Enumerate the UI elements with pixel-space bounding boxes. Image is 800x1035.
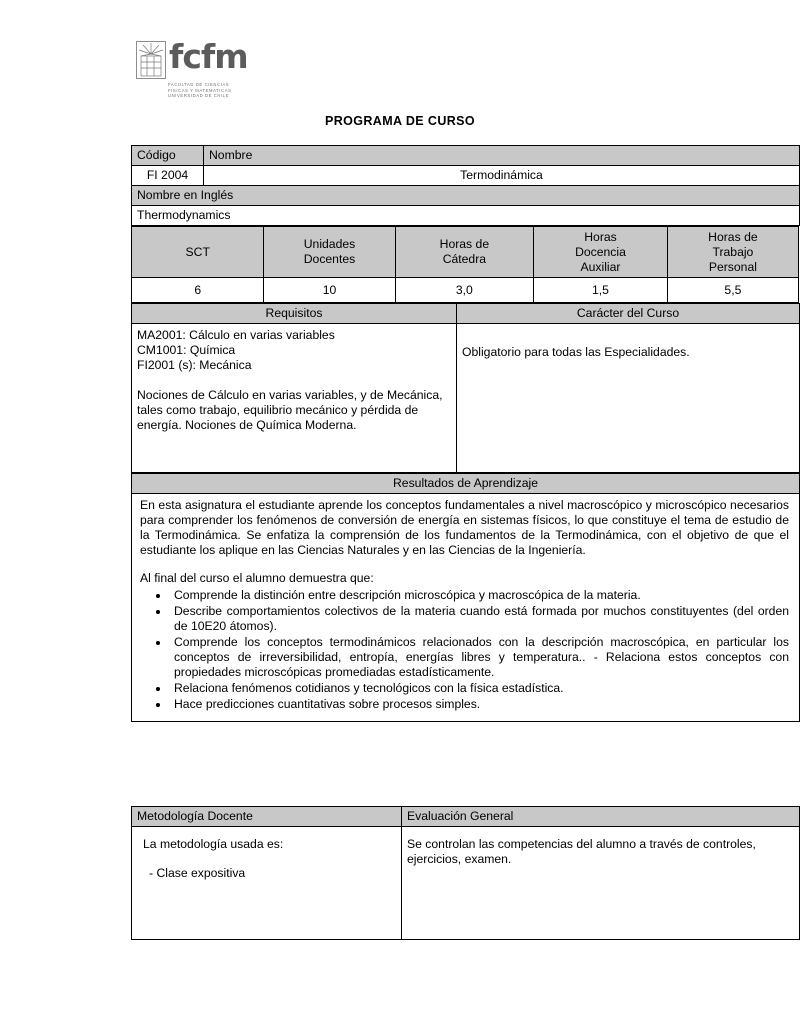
metodologia-body bbox=[132, 827, 402, 940]
unidades-docentes-header-line-2: Docentes bbox=[303, 252, 356, 266]
table-row bbox=[132, 278, 799, 303]
horas-catedra-header-line-1: Horas de bbox=[439, 237, 490, 251]
horas-auxiliar-header-line-3: Auxiliar bbox=[580, 259, 621, 274]
requisitos-body bbox=[132, 324, 457, 473]
horas-auxiliar-header-line-1: Horas bbox=[584, 229, 617, 244]
resultados-aprendizaje-table bbox=[131, 473, 800, 722]
logo-caption-line-3: UNIVERSIDAD DE CHILE bbox=[168, 93, 230, 99]
table-row bbox=[132, 474, 800, 494]
horas-auxiliar-value: 1,5 bbox=[534, 278, 668, 303]
evaluacion-text: Se controlan las competencias del alumno a través de controles, ejercicios, examen. bbox=[407, 837, 756, 866]
horas-catedra-header-line-2: Cátedra bbox=[442, 252, 487, 266]
sct-header: SCT bbox=[132, 227, 264, 278]
requisitos-paragraph: Nociones de Cálculo en varias variables, y de Mecánica, tales como trabajo, equilibrio mecánico y pérdida de energía. Nociones de Química Moderna. bbox=[137, 388, 443, 432]
horas-personal-header-line-1: Horas de bbox=[708, 229, 758, 244]
table-row bbox=[132, 206, 800, 226]
logo-caption bbox=[168, 82, 266, 99]
table-row bbox=[132, 227, 799, 278]
requisito-line-3: FI2001 (s): Mecánica bbox=[137, 358, 252, 372]
metodologia-line-1: La metodología usada es: bbox=[143, 837, 284, 851]
nombre-ingles-header: Nombre en Inglés bbox=[132, 186, 800, 206]
unidades-docentes-header bbox=[264, 227, 395, 278]
table-row bbox=[132, 827, 800, 940]
sct-value: 6 bbox=[132, 278, 264, 303]
nombre-ingles-value: Thermodynamics bbox=[132, 206, 800, 226]
horas-catedra-header bbox=[395, 227, 534, 278]
codigo-value: FI 2004 bbox=[132, 166, 204, 186]
table-row bbox=[132, 304, 800, 324]
table-row bbox=[132, 324, 800, 473]
metodologia-header: Metodología Docente bbox=[132, 807, 402, 827]
caracter-spacer bbox=[462, 328, 794, 345]
resultados-spacer bbox=[140, 558, 789, 571]
list-item: • Comprende los conceptos termodinámicos relacionados con la descripción macroscópica, en particular los conceptos de irreversibilidad, entropía, energías libres y temperatura.. - Relaciona estos conceptos con propiedades microscópicas promediadas estadísticamente. bbox=[170, 635, 789, 680]
logo-row bbox=[136, 38, 266, 79]
table-row bbox=[132, 494, 800, 722]
bottom-table-block bbox=[131, 806, 800, 940]
resultados-body bbox=[132, 494, 800, 722]
horas-personal-header-line-2: Trabajo bbox=[712, 244, 754, 259]
horas-catedra-value: 3,0 bbox=[395, 278, 534, 303]
metodologia-evaluacion-table bbox=[131, 806, 800, 940]
caracter-curso-body bbox=[457, 324, 800, 473]
requisito-line-2: CM1001: Química bbox=[137, 343, 236, 357]
requisito-line-1: MA2001: Cálculo en varias variables bbox=[137, 328, 335, 342]
horas-auxiliar-header-line-2: Docencia bbox=[575, 244, 626, 259]
logo-emblem-svg bbox=[137, 42, 165, 78]
list-item: • Hace predicciones cuantitativas sobre procesos simples. bbox=[170, 697, 789, 712]
requisitos-table bbox=[131, 303, 800, 473]
resultados-list bbox=[140, 588, 789, 712]
evaluacion-header: Evaluación General bbox=[402, 807, 800, 827]
list-item: • Comprende la distinción entre descripción microscópica y macroscópica de la materia. bbox=[170, 588, 789, 603]
resultados-subtitle: Al final del curso el alumno demuestra que: bbox=[140, 571, 374, 585]
horas-personal-value: 5,5 bbox=[667, 278, 798, 303]
unidades-docentes-header-line-1: Unidades bbox=[303, 237, 356, 251]
horas-auxiliar-header bbox=[534, 227, 668, 278]
nombre-value: Termodinámica bbox=[204, 166, 800, 186]
list-item: • Relaciona fenómenos cotidianos y tecnológicos con la física estadística. bbox=[170, 681, 789, 696]
caracter-curso-header: Carácter del Curso bbox=[457, 304, 800, 324]
codigo-header: Código bbox=[132, 146, 204, 166]
course-identification-table bbox=[131, 145, 800, 226]
table-row bbox=[132, 807, 800, 827]
table-row bbox=[132, 166, 800, 186]
faculty-logo bbox=[136, 38, 266, 99]
logo-emblem-icon bbox=[136, 41, 166, 79]
horas-personal-header bbox=[667, 227, 798, 278]
evaluacion-body bbox=[402, 827, 800, 940]
main-table-block bbox=[131, 145, 800, 722]
resultados-intro: En esta asignatura el estudiante aprende los conceptos fundamentales a nivel macroscópico y microscópico necesarios para comprender los fenómenos de conversión de energía en sistemas físicos, lo que constituye el tema de estudio de la Termodinámica. Se enfatiza la comprensión de los fundamentos de la Termodinámica, con el objetivo de que el estudiante los aplique en las Ciencias Naturales y en las Ciencias de la Ingeniería. bbox=[140, 498, 789, 557]
list-item: • Describe comportamientos colectivos de la materia cuando está formada por muchos constituyentes (del orden de 10E20 átomos). bbox=[170, 604, 789, 634]
logo-caption-line-2: FISICAS Y MATEMATICAS bbox=[168, 87, 232, 93]
logo-caption-line-1: FACULTAD DE CIENCIAS bbox=[168, 82, 230, 87]
unidades-docentes-value: 10 bbox=[264, 278, 395, 303]
nombre-header: Nombre bbox=[204, 146, 800, 166]
horas-personal-header-line-3: Personal bbox=[708, 259, 757, 274]
page-title: PROGRAMA DE CURSO bbox=[324, 114, 476, 128]
metodologia-line-2: - Clase expositiva bbox=[149, 866, 246, 880]
table-row bbox=[132, 146, 800, 166]
table-row bbox=[132, 186, 800, 206]
resultados-header: Resultados de Aprendizaje bbox=[132, 474, 800, 494]
credits-table bbox=[131, 226, 799, 303]
requisitos-header: Requisitos bbox=[132, 304, 457, 324]
caracter-curso-text: Obligatorio para todas las Especialidades. bbox=[462, 345, 690, 359]
logo-wordmark: fcfm bbox=[169, 37, 248, 76]
requisitos-spacer bbox=[137, 373, 451, 388]
